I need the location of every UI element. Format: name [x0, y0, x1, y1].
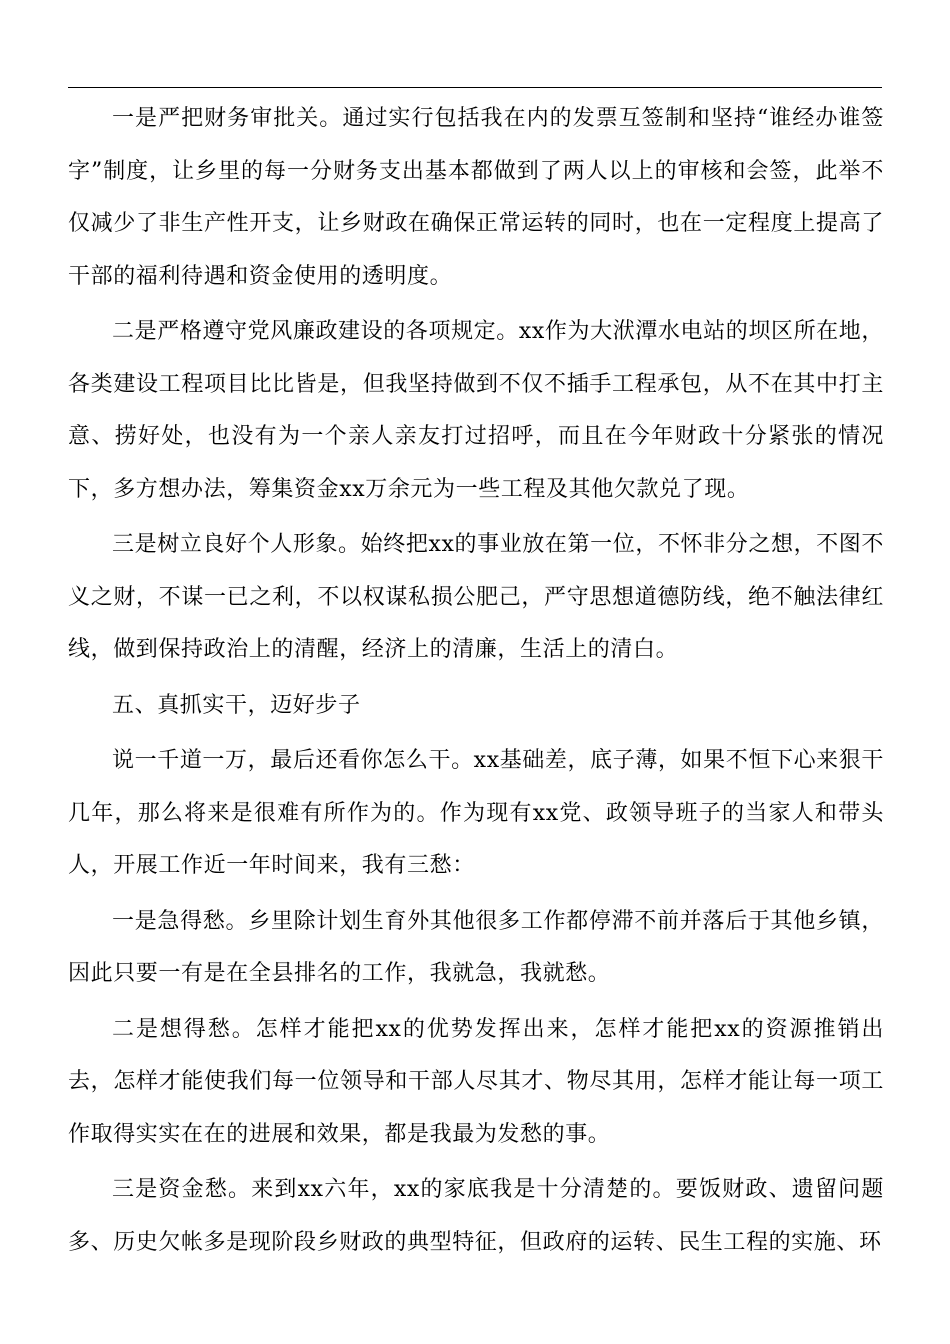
- paragraph-thinking-worry: 二是想得愁。怎样才能把xx的优势发挥出来，怎样才能把xx的资源推销出去，怎样才能使我们每一位领导和干部人尽其才、物尽其用，怎样才能让每一项工作取得实实在在的进展和效果，都是我最为发愁的事。: [68, 1016, 884, 1147]
- header-divider: [68, 87, 882, 88]
- paragraph-three-worries: 说一千道一万，最后还看你怎么干。xx基础差，底子薄，如果不恒下心来狠干几年，那么将来是很难有所作为的。作为现有xx党、政领导班子的当家人和带头人，开展工作近一年时间来，我有三愁：: [68, 748, 884, 878]
- section-heading: 五、真抓实干，迈好步子: [112, 692, 361, 718]
- paragraph-financial-approval: 一是严把财务审批关。通过实行包括我在内的发票互签制和坚持“谁经办谁签字”制度，让乡里的每一分财务支出基本都做到了两人以上的审核和会签，此举不仅减少了非生产性开支，让乡财政在确保正常运转的同时，也在一定程度上提高了干部的福利待遇和资金使用的透明度。: [68, 106, 884, 289]
- paragraph-personal-image: 三是树立良好个人形象。始终把xx的事业放在第一位，不怀非分之想，不图不义之财，不谋一已之利，不以权谋私损公肥己，严守思想道德防线，绝不触法律红线，做到保持政治上的清醒，经济上的清廉，生活上的清白。: [68, 532, 884, 662]
- paragraph-anxious-worry: 一是急得愁。乡里除计划生育外其他很多工作都停滞不前并落后于其他乡镇，因此只要一有是在全县排名的工作，我就急，我就愁。: [68, 908, 884, 986]
- paragraph-anti-corruption: 二是严格遵守党风廉政建设的各项规定。xx作为大洑潭水电站的坝区所在地，各类建设工程项目比比皆是，但我坚持做到不仅不插手工程承包，从不在其中打主意、捞好处，也没有为一个亲人亲友打过招呼，而且在今年财政十分紧张的情况下，多方想办法，筹集资金xx万余元为一些工程及其他欠款兑了现。: [68, 319, 884, 502]
- paragraph-funding-worry: 三是资金愁。来到xx六年，xx的家底我是十分清楚的。要饭财政、遗留问题多、历史欠帐多是现阶段乡财政的典型特征，但政府的运转、民生工程的实施、环: [68, 1177, 884, 1255]
- document-body: [68, 93, 884, 1272]
